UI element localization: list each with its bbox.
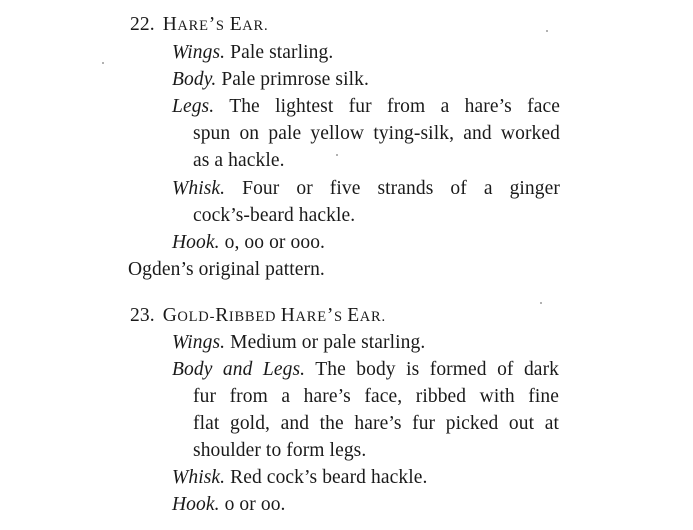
title-initial: H [162, 14, 178, 35]
body-legs-label: Body and Legs. [172, 359, 306, 380]
whisk-text: cock’s-beard hackle. [193, 205, 356, 226]
scan-speck [102, 62, 104, 64]
body-legs-text: fur from a hare’s face, ribbed with fine [193, 386, 559, 407]
entry-number: 23. [130, 305, 155, 326]
entry-23-whisk [172, 465, 427, 491]
scan-speck [546, 30, 548, 32]
entry-23-body-legs-line-3 [193, 411, 559, 437]
hook-text: o, oo or ooo. [224, 232, 326, 253]
entry-22-body [172, 67, 369, 93]
wings-label: Wings. [172, 42, 226, 63]
legs-text: spun on pale yellow tying-silk, and worked [193, 123, 560, 144]
pattern-note: Ogden’s original pattern. [128, 259, 325, 280]
entry-22-heading [130, 12, 268, 39]
title-smallcaps: IBBED [228, 309, 281, 325]
title-smallcaps: ARE [177, 18, 209, 34]
title-initial: H [280, 305, 296, 326]
wings-text: Pale starling. [230, 42, 334, 63]
hook-label: Hook. [172, 494, 220, 515]
title-smallcaps: S [333, 309, 348, 325]
wings-text: Medium or pale starling. [230, 332, 426, 353]
title-smallcaps: ARE [295, 309, 327, 325]
entry-22-whisk-line-2 [193, 203, 355, 229]
entry-22-legs-line-3 [193, 148, 285, 174]
whisk-text: Four or five strands of a ginger [242, 178, 560, 199]
wings-label: Wings. [172, 332, 226, 353]
legs-label: Legs. [172, 96, 215, 117]
title-initial: G [162, 305, 178, 326]
title-smallcaps: OLD- [177, 309, 216, 325]
whisk-label: Whisk. [172, 467, 226, 488]
entry-23-body-legs-line-4 [193, 438, 366, 464]
entry-23-heading [130, 303, 386, 330]
entry-22-legs-line-2 [193, 121, 560, 147]
hook-text: o or oo. [224, 494, 286, 515]
body-legs-text: The body is formed of dark [315, 359, 560, 380]
legs-text: as a hackle. [193, 150, 285, 171]
body-label: Body. [172, 69, 217, 90]
entry-22-hook [172, 230, 325, 256]
title-smallcaps: AR. [242, 18, 269, 34]
whisk-text: Red cock’s beard hackle. [230, 467, 428, 488]
legs-text: The lightest fur from a hare’s face [229, 96, 561, 117]
scan-speck [336, 154, 338, 156]
title-initial: R [215, 305, 229, 326]
scan-speck [540, 302, 542, 304]
entry-number: 22. [130, 14, 155, 35]
body-legs-text: shoulder to form legs. [193, 440, 367, 461]
entry-22-wings [172, 40, 333, 66]
title-smallcaps: AR. [359, 309, 386, 325]
entry-23-body-legs-line-2 [193, 384, 559, 410]
title-initial: E [347, 305, 360, 326]
entry-23-hook [172, 492, 286, 518]
title-apostrophe: ’ [208, 14, 216, 35]
entry-22-legs-line-1 [172, 94, 560, 120]
hook-label: Hook. [172, 232, 220, 253]
whisk-label: Whisk. [172, 178, 226, 199]
entry-23-body-legs-line-1 [172, 357, 559, 383]
title-smallcaps: S [215, 18, 225, 34]
entry-22-whisk-line-1 [172, 176, 560, 202]
body-legs-text: flat gold, and the hare’s fur picked out at [193, 413, 559, 434]
title-initial: E [229, 14, 243, 35]
entry-23-wings [172, 330, 425, 356]
body-text: Pale primrose silk. [221, 69, 369, 90]
title-apostrophe: ’ [326, 305, 334, 326]
entry-22-note [128, 257, 325, 283]
